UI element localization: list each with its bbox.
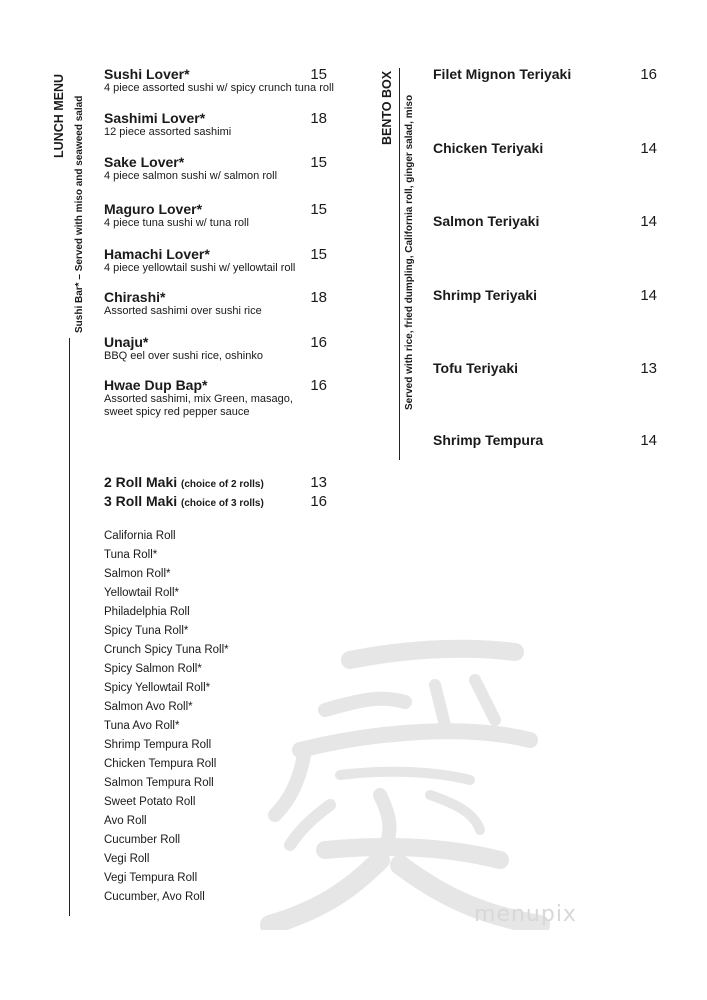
roll-item: Vegi Tempura Roll bbox=[104, 872, 198, 884]
maki-option bbox=[104, 493, 264, 509]
roll-item: Crunch Spicy Tuna Roll* bbox=[104, 644, 229, 656]
lunch-item-name: Sushi Lover* bbox=[104, 66, 190, 82]
watermark-text: menupix bbox=[474, 902, 577, 927]
lunch-item-name: Maguro Lover* bbox=[104, 201, 203, 217]
lunch-item-desc: 4 piece assorted sushi w/ spicy crunch tuna roll bbox=[104, 82, 334, 94]
roll-item: Shrimp Tempura Roll bbox=[104, 739, 212, 751]
roll-item: Cucumber, Avo Roll bbox=[104, 891, 205, 903]
lunch-menu-title: LUNCH MENU bbox=[52, 73, 66, 158]
roll-item: Philadelphia Roll bbox=[104, 606, 190, 618]
roll-item: Chicken Tempura Roll bbox=[104, 758, 217, 770]
lunch-item-price: 15 bbox=[310, 66, 327, 83]
kanji-watermark-icon bbox=[230, 630, 560, 930]
bento-item-price: 13 bbox=[640, 360, 657, 377]
maki-option bbox=[104, 474, 264, 490]
maki-option-name: 2 Roll Maki bbox=[104, 474, 178, 490]
maki-option-note: (choice of 3 rolls) bbox=[181, 498, 264, 509]
roll-item: Spicy Tuna Roll* bbox=[104, 625, 189, 637]
lunch-item-name: Sashimi Lover* bbox=[104, 110, 206, 126]
lunch-item-desc: Assorted sashimi, mix Green, masago, bbox=[104, 393, 293, 405]
lunch-item-desc: 12 piece assorted sashimi bbox=[104, 126, 232, 138]
lunch-item-name: Sake Lover* bbox=[104, 154, 185, 170]
lunch-item-desc: 4 piece salmon sushi w/ salmon roll bbox=[104, 170, 278, 182]
bento-item-name: Filet Mignon Teriyaki bbox=[433, 66, 572, 82]
lunch-item-price: 15 bbox=[310, 201, 327, 218]
lunch-item-desc: 4 piece tuna sushi w/ tuna roll bbox=[104, 217, 249, 229]
lunch-item-name: Unaju* bbox=[104, 334, 149, 350]
roll-item: Salmon Tempura Roll bbox=[104, 777, 214, 789]
roll-item: Vegi Roll bbox=[104, 853, 150, 865]
lunch-item-price: 18 bbox=[310, 289, 327, 306]
bento-item-price: 14 bbox=[640, 432, 657, 449]
roll-item: Salmon Avo Roll* bbox=[104, 701, 193, 713]
bento-item-name: Shrimp Tempura bbox=[433, 432, 544, 448]
lunch-item-desc: BBQ eel over sushi rice, oshinko bbox=[104, 350, 263, 362]
roll-item: Spicy Yellowtail Roll* bbox=[104, 682, 211, 694]
lunch-item-desc: sweet spicy red pepper sauce bbox=[104, 406, 250, 418]
maki-option-price: 13 bbox=[310, 474, 327, 491]
roll-item: Avo Roll bbox=[104, 815, 147, 827]
lunch-divider-line bbox=[69, 338, 70, 916]
lunch-item-price: 16 bbox=[310, 377, 327, 394]
bento-item-name: Salmon Teriyaki bbox=[433, 213, 540, 229]
bento-item-price: 16 bbox=[640, 66, 657, 83]
bento-box-subtitle: Served with rice, fried dumpling, California roll, ginger salad, miso bbox=[404, 94, 415, 410]
roll-item: Sweet Potato Roll bbox=[104, 796, 196, 808]
maki-option-name: 3 Roll Maki bbox=[104, 493, 178, 509]
lunch-item-desc: Assorted sashimi over sushi rice bbox=[104, 305, 262, 317]
roll-item: Yellowtail Roll* bbox=[104, 587, 180, 599]
bento-item-name: Tofu Teriyaki bbox=[433, 360, 519, 376]
bento-item-price: 14 bbox=[640, 287, 657, 304]
lunch-item-price: 16 bbox=[310, 334, 327, 351]
bento-divider-line bbox=[399, 68, 400, 460]
lunch-menu-subtitle: Sushi Bar* – Served with miso and seaweed salad bbox=[74, 95, 85, 333]
lunch-item-name: Hamachi Lover* bbox=[104, 246, 210, 262]
bento-item-name: Chicken Teriyaki bbox=[433, 140, 544, 156]
bento-item-price: 14 bbox=[640, 213, 657, 230]
roll-item: Tuna Roll* bbox=[104, 549, 158, 561]
bento-box-title: BENTO BOX bbox=[380, 70, 394, 145]
bento-item-name: Shrimp Teriyaki bbox=[433, 287, 538, 303]
roll-item: Cucumber Roll bbox=[104, 834, 181, 846]
roll-item: California Roll bbox=[104, 530, 176, 542]
roll-item: Spicy Salmon Roll* bbox=[104, 663, 202, 675]
roll-item: Tuna Avo Roll* bbox=[104, 720, 180, 732]
lunch-item-price: 15 bbox=[310, 246, 327, 263]
roll-item: Salmon Roll* bbox=[104, 568, 171, 580]
lunch-item-price: 18 bbox=[310, 110, 327, 127]
bento-item-price: 14 bbox=[640, 140, 657, 157]
roll-list bbox=[104, 527, 229, 907]
lunch-item-name: Chirashi* bbox=[104, 289, 166, 305]
maki-option-price: 16 bbox=[310, 493, 327, 510]
lunch-item-price: 15 bbox=[310, 154, 327, 171]
lunch-item-desc: 4 piece yellowtail sushi w/ yellowtail roll bbox=[104, 262, 296, 274]
maki-option-note: (choice of 2 rolls) bbox=[181, 479, 264, 490]
lunch-item-name: Hwae Dup Bap* bbox=[104, 377, 208, 393]
